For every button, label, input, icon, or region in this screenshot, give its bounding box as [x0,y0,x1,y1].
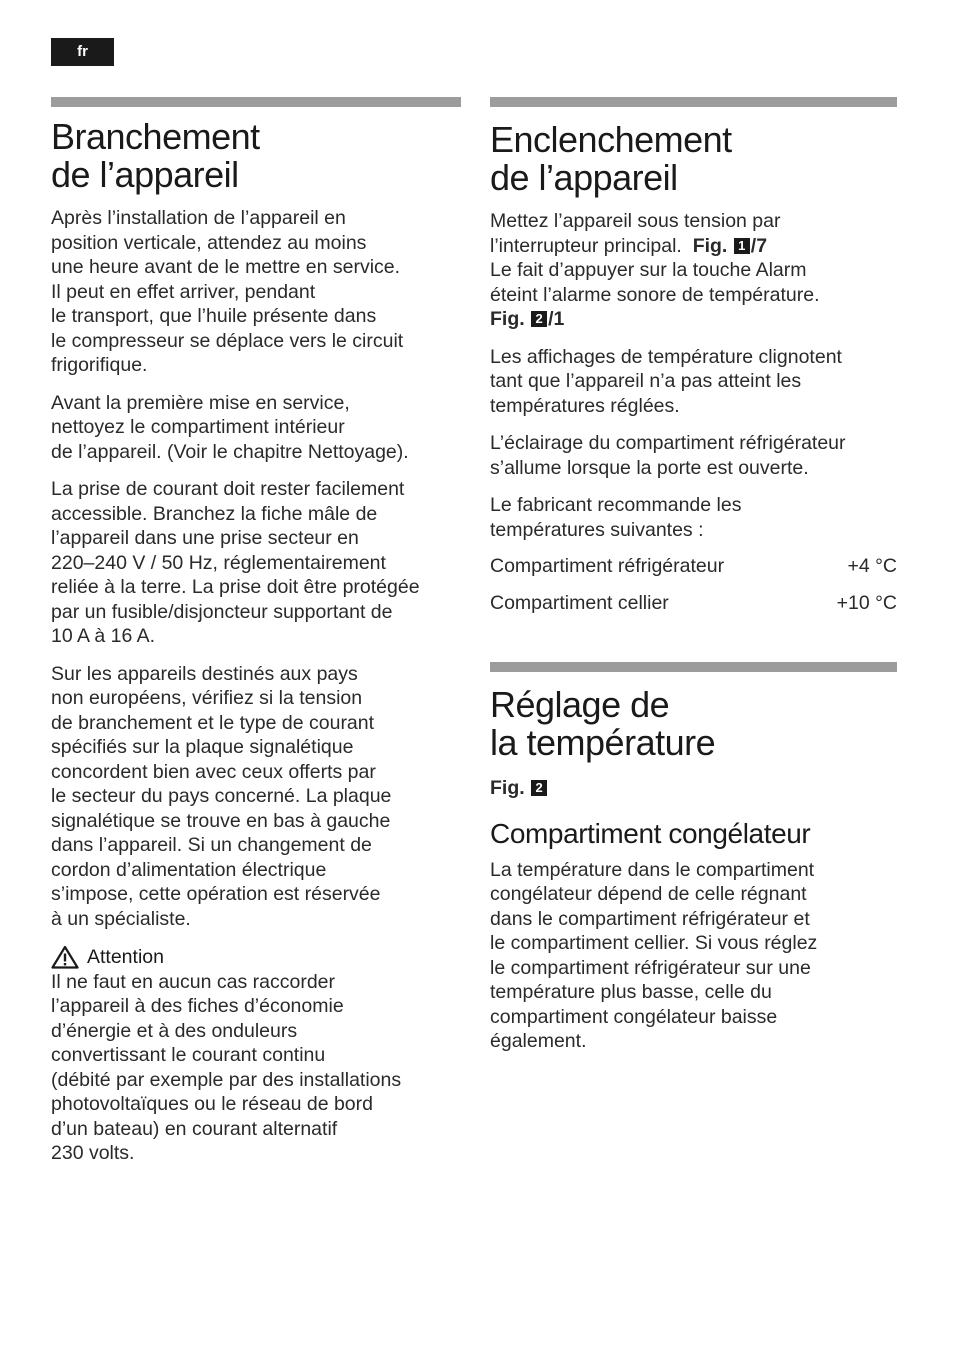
section-divider-bar [490,97,897,107]
column-left [51,97,461,1166]
figure-reference: Fig. 2 /1 [490,308,565,330]
language-tag: fr [51,38,114,66]
attention-heading [51,945,461,970]
figure-reference: Fig. 2 [490,776,897,801]
paragraph-power-on: Mettez l’appareil sous tension par l’interrupteur principal. Fig. 1 /7 Le fait d’appuyer sur la touche Alarm éteint l’alarme sonore de température. Fig. 2 /1 [490,210,820,330]
temperature-row-fridge [490,554,897,579]
figure-number-badge: 1 [734,238,750,254]
section-title-branchement: Branchement de l’appareil [51,116,260,195]
paragraph-socket: La prise de courant doit rester facilement accessible. Branchez la fiche mâle de l’appareil dans une prise secteur en 220–240 V / 50 Hz, réglementairement reliée à la terre. La prise doit être protégée par un fusible/disjoncteur supportant de 10 A à 16 A. [51,478,420,647]
temperature-label: Compartiment réfrigérateur [490,555,725,577]
figure-number-badge: 2 [531,780,547,796]
temperature-label: Compartiment cellier [490,591,669,614]
paragraph-cleaning: Avant la première mise en service, nettoyez le compartiment intérieur de l’appareil. (Voir le chapitre Nettoyage). [51,391,409,463]
subsection-title-freezer: Compartiment congélateur [490,817,811,849]
paragraph-recommended-temps: Le fabricant recommande les températures suivantes : [490,494,742,541]
section-title-reglage: Réglage de la température [490,684,716,763]
temperature-value: +10 °C [836,591,897,614]
temperature-row-cellar [490,591,897,616]
column-right [490,97,897,1054]
figure-number-badge: 2 [531,311,547,327]
temperature-value: +4 °C [847,555,897,577]
paragraph-blinking-display: Les affichages de température clignotent tant que l’appareil n’a pas atteint les températures réglées. [490,345,842,417]
section-divider-bar [51,97,461,107]
paragraph-non-european: Sur les appareils destinés aux pays non européens, vérifiez si la tension de branchement et le type de courant spécifiés sur la plaque signalétique concordent bien avec ceux offerts par le secteur du pays concerné. La plaque signalétique se trouve en bas à gauche dans l’appareil. Si un changement de cordon d’alimentation électrique s’impose, cette opération est réservée à un spécialiste. [51,662,392,930]
attention-label: Attention [87,946,164,968]
paragraph-attention: Il ne faut en aucun cas raccorder l’appareil à des fiches d’économie d’énergie et à des onduleurs convertissant le courant continu (débité par exemple par des installations photovoltaïques ou le réseau de bord d’un bateau) en courant alternatif 230 volts. [51,970,402,1164]
paragraph-installation: Après l’installation de l’appareil en position verticale, attendez au moins une heure avant de le mettre en service. Il peut en effet arriver, pendant le transport, que l’huile présente dans le compresseur se déplace vers le circuit frigorifique. [51,207,404,376]
figure-reference: Fig. 1 /7 [692,234,768,257]
warning-triangle-icon [51,945,79,969]
paragraph-freezer: La température dans le compartiment congélateur dépend de celle régnant dans le compartiment réfrigérateur et le compartiment cellier. Si vous réglez le compartiment réfrigérateur sur une température plus basse, celle du compartiment congélateur baisse également. [490,858,818,1052]
paragraph-lighting: L’éclairage du compartiment réfrigérateur s’allume lorsque la porte est ouverte. [490,432,846,479]
section-title-enclenchement: Enclenchement de l’appareil [490,119,732,198]
section-divider-bar [490,662,897,672]
